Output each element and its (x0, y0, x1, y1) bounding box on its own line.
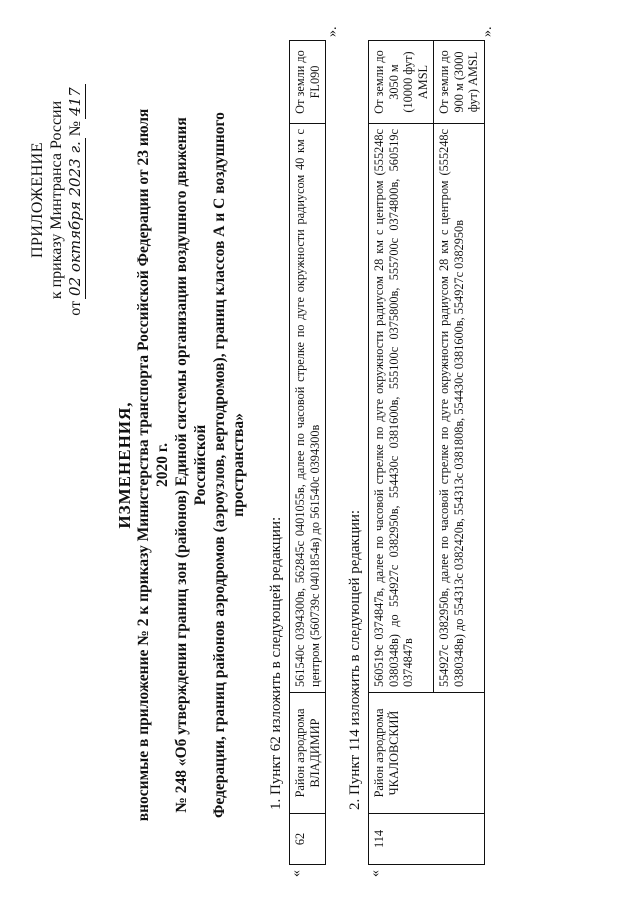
date-prefix: от (67, 300, 84, 316)
item-2-table (368, 40, 485, 865)
table-row (369, 41, 434, 865)
item-1-table (289, 40, 326, 865)
altitude-limits: От земли до 900 м (3000 фут) AMSL (434, 41, 485, 124)
appendix-date-line (66, 80, 86, 320)
row-number: 62 (290, 814, 326, 865)
boundary-description: 554927с 0382950в, далее по часовой стрелке по дуге окружности радиусом 28 км с центром (555248с 0380348в) до 554313с 0382420в, 554313с 0381808в, 554430с 0381600в, 554927с 0382950в (434, 124, 485, 693)
item-1-intro: 1. Пункт 62 изложить в следующей редакции: (268, 516, 284, 810)
heading-line-3: № 248 «Об утверждении границ зон (районов) Единой системы организации воздушного движения Российской (173, 117, 209, 813)
appendix-order-line: к приказу Минтранса России (48, 100, 65, 300)
heading-line-2: вносимые в приложение № 2 к приказу Министерства транспорта Российской Федерации от 23 июля 2020 г. (135, 108, 171, 822)
handwritten-number: 417 (66, 84, 86, 119)
row-number: 114 (369, 814, 485, 865)
appendix-block (28, 80, 86, 320)
altitude-limits: От земли до 3050 м (10000 фут) AMSL (369, 41, 434, 124)
document-heading (115, 105, 248, 825)
boundary-description: 561540с 0394300в, 562845с 0401055в, далее по часовой стрелке по дуге окружности радиусом 40 км с центром (560739с 0401854в) до 561540с 0394300в (290, 124, 326, 693)
item-1-close-quote: ». (325, 26, 340, 37)
heading-title: ИЗМЕНЕНИЯ, (115, 401, 134, 529)
heading-line-5: пространства» (230, 413, 247, 517)
boundary-description: 560519с 0374847в, далее по часовой стрелке по дуге окружности радиусом 28 км с центром (555248с 0380348в) до 554927с 0382950в, 554430с 0381600в, 555100с 0375800в, 555700с 0374800в, 560519с 0374847в (369, 124, 434, 693)
zone-name: Район аэродрома ВЛАДИМИР (290, 693, 326, 814)
altitude-limits: От земли до FL090 (290, 41, 326, 124)
appendix-title: ПРИЛОЖЕНИЕ (29, 142, 46, 259)
table-row (290, 41, 326, 865)
heading-line-4: Федерации, границ районов аэродромов (аэроузлов, вертодромов), границ классов А и С воздушного (211, 112, 228, 818)
handwritten-date: 02 октября 2023 г. (66, 138, 86, 299)
item-2-intro: 2. Пункт 114 изложить в следующей редакции: (347, 509, 363, 810)
item-1-open-quote: « (289, 870, 304, 877)
zone-name: Район аэродрома ЧКАЛОВСКИЙ (369, 693, 485, 814)
item-2-open-quote: « (368, 870, 383, 877)
item-2-close-quote: ». (480, 26, 495, 37)
number-sign: № (67, 120, 84, 137)
